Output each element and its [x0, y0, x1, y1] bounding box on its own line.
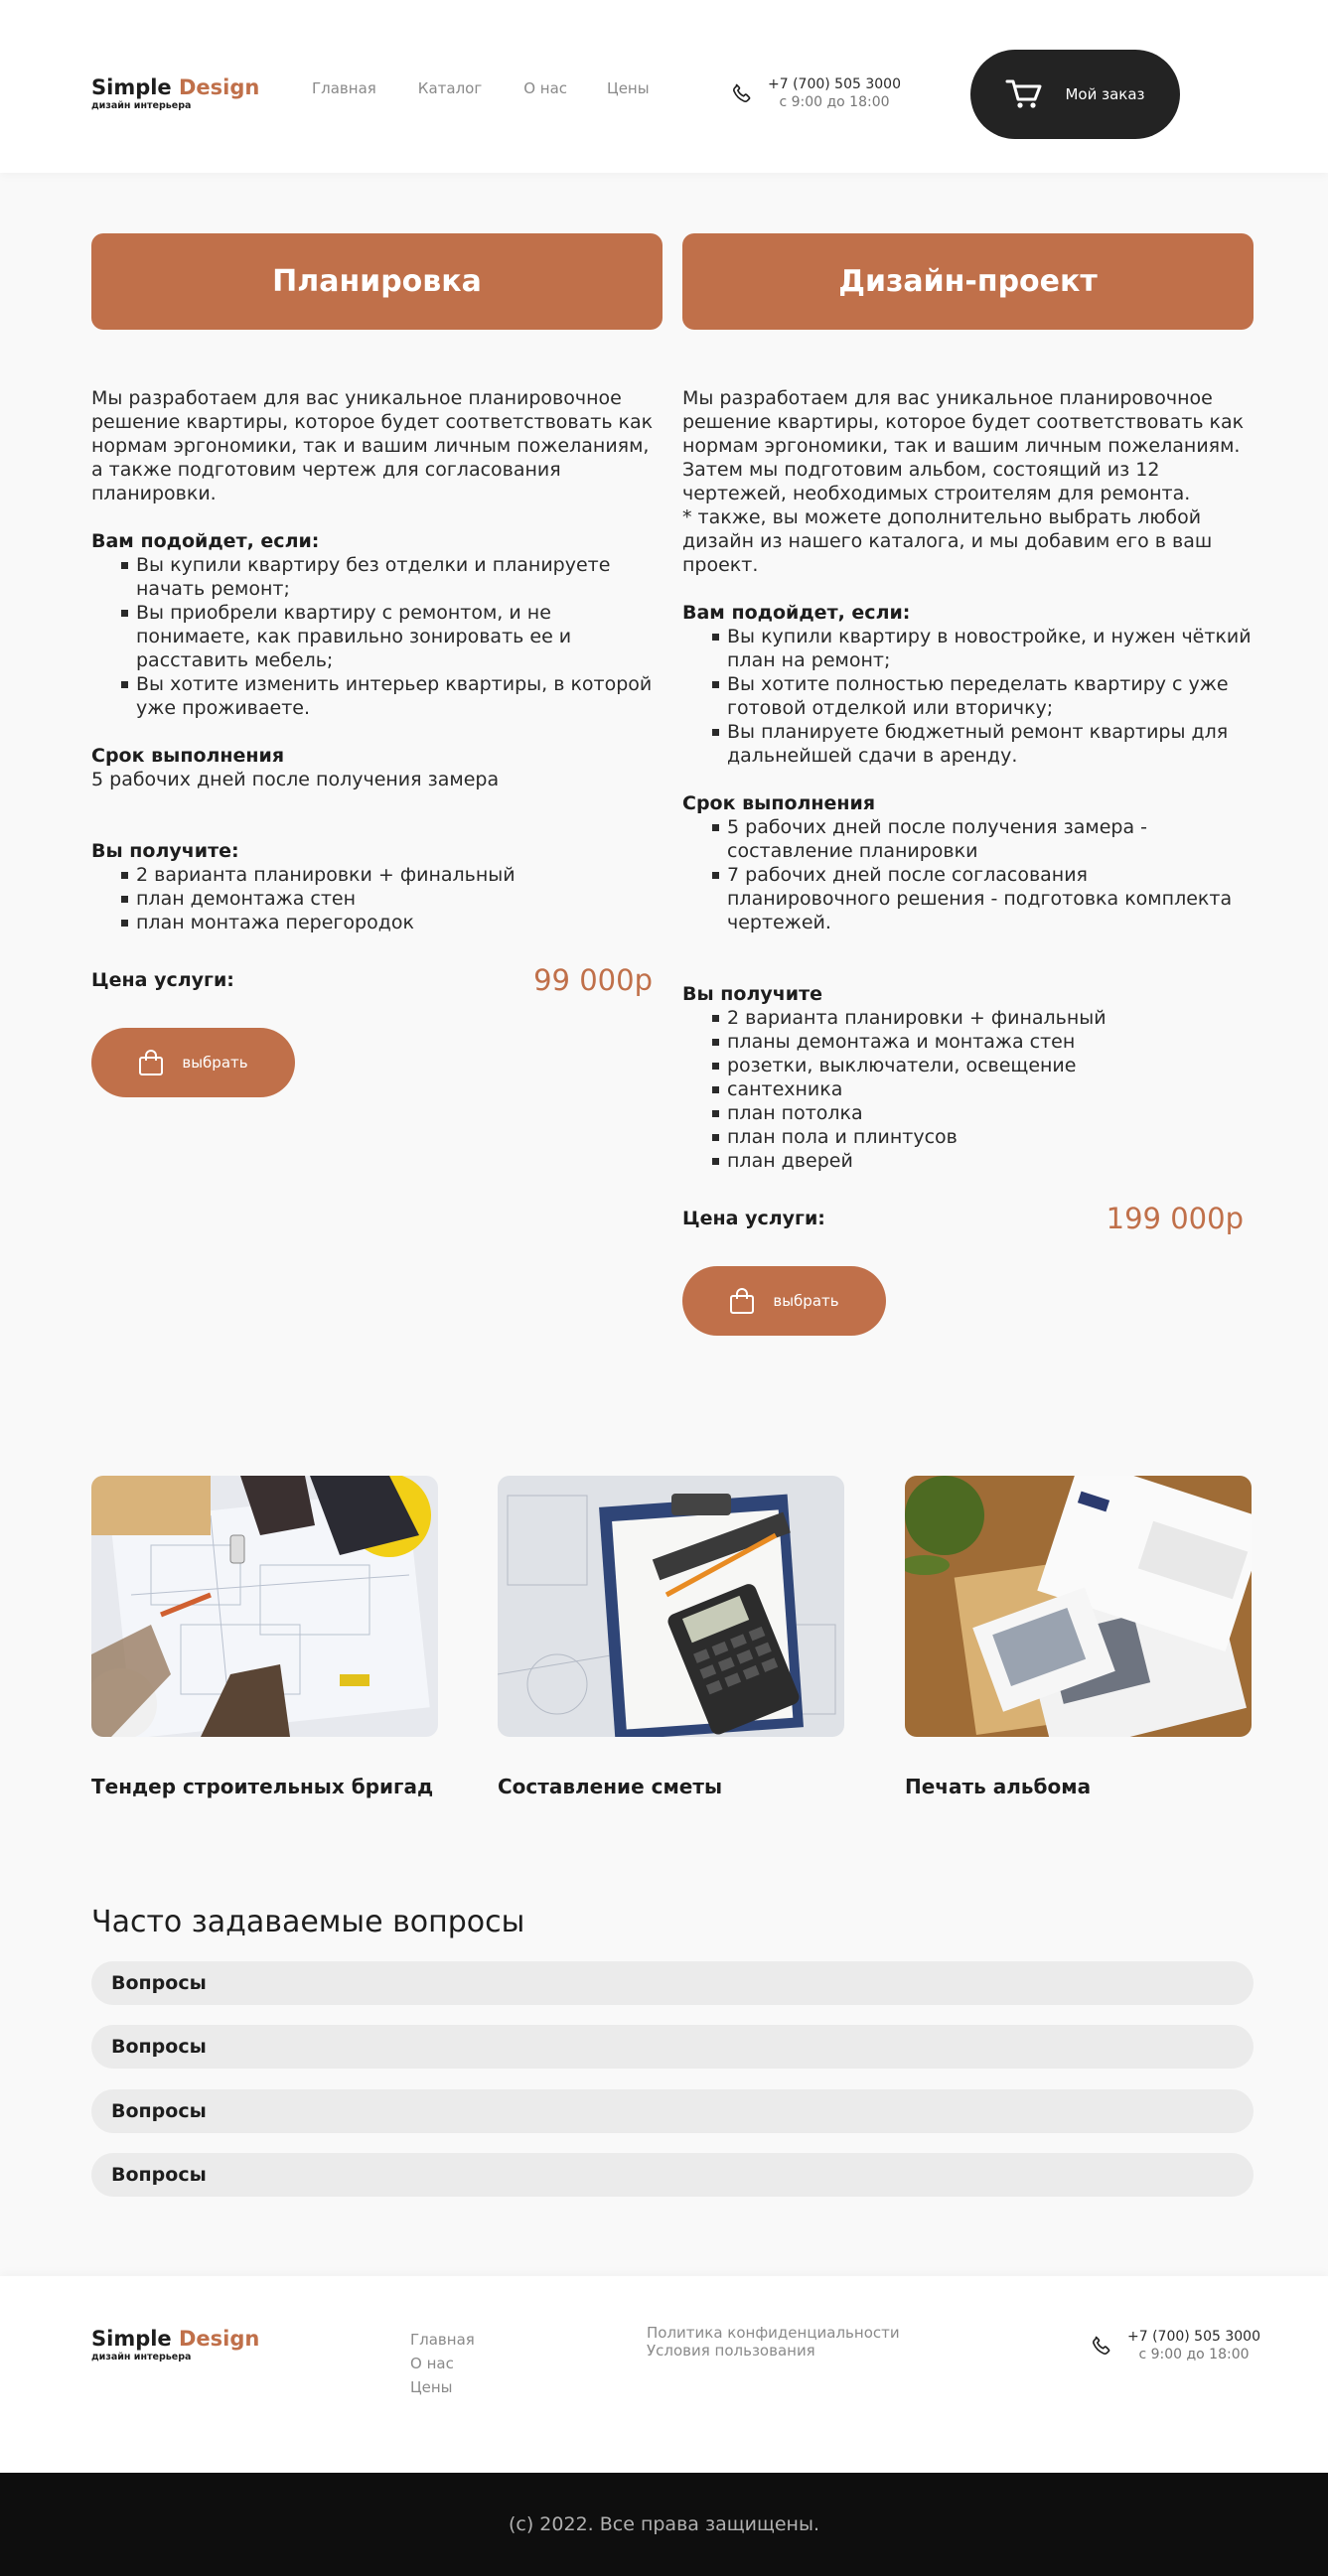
term-heading: Срок выполнения — [682, 792, 876, 814]
faq-item[interactable]: Вопросы — [91, 2025, 1254, 2069]
footer-logo[interactable] — [91, 2326, 259, 2363]
logo-name-accent: Design — [179, 75, 260, 99]
list-item: 2 варианта планировки + финальный — [712, 1006, 1254, 1030]
logo-name: Simple — [91, 2327, 172, 2351]
copyright-bar — [0, 2473, 1328, 2576]
choose-button[interactable] — [682, 1266, 886, 1336]
service-title: Дизайн-проект — [682, 233, 1254, 330]
header-contact — [730, 75, 901, 111]
choose-button[interactable] — [91, 1028, 295, 1097]
card-album[interactable] — [905, 1476, 1252, 1798]
price-label: Цена услуги: — [91, 969, 234, 991]
logo-name-accent: Design — [179, 2327, 260, 2351]
price-row — [91, 963, 663, 997]
terms-of-use-link[interactable]: Условия пользования — [647, 2342, 815, 2360]
shopping-bag-icon — [729, 1287, 755, 1315]
choose-button-label: выбрать — [182, 1054, 248, 1072]
card-tender[interactable] — [91, 1476, 438, 1798]
price-row — [682, 1202, 1254, 1235]
price-label: Цена услуги: — [682, 1208, 825, 1229]
list-item: план пола и плинтусов — [712, 1125, 1254, 1149]
copyright-text: (с) 2022. Все права защищены. — [509, 2513, 819, 2535]
list-item: Вы купили квартиру без отделки и планируете начать ремонт; — [121, 553, 663, 601]
service-intro: Затем мы подготовим альбом, состоящий из 12 чертежей, необходимых строителям для ремонта. — [682, 459, 1191, 504]
suits-heading: Вам подойдет, если: — [682, 602, 911, 624]
card-caption: Печать альбома — [905, 1775, 1092, 1798]
suits-list — [91, 553, 663, 720]
footer-contact — [1090, 2328, 1260, 2363]
cart-icon — [1005, 77, 1043, 111]
card-caption: Составление сметы — [498, 1775, 723, 1798]
site-header — [0, 0, 1328, 173]
footer-nav-home[interactable]: Главная — [410, 2331, 475, 2349]
list-item: розетки, выключатели, освещение — [712, 1054, 1254, 1077]
list-item: 5 рабочих дней после получения замера - составление планировки — [712, 815, 1254, 863]
price-value: 199 000р — [1106, 1202, 1244, 1235]
clipboard-calculator-photo — [498, 1476, 844, 1737]
phone-icon — [730, 81, 754, 105]
site-footer — [0, 2276, 1328, 2473]
footer-nav — [410, 2328, 475, 2399]
nav-item-catalog[interactable]: Каталог — [417, 79, 483, 97]
list-item: сантехника — [712, 1077, 1254, 1101]
footer-nav-about[interactable]: О нас — [410, 2355, 454, 2372]
list-item: план демонтажа стен — [121, 887, 663, 911]
list-item: Вы купили квартиру в новостройке, и нужен чёткий план на ремонт; — [712, 625, 1254, 672]
list-item: 2 варианта планировки + финальный — [121, 863, 663, 887]
list-item: Вы планируете бюджетный ремонт квартиры для дальнейшей сдачи в аренду. — [712, 720, 1254, 768]
list-item: Вы приобрели квартиру с ремонтом, и не понимаете, как правильно зонировать ее и расставить мебель; — [121, 601, 663, 672]
logo-name: Simple — [91, 75, 172, 99]
receive-heading: Вы получите: — [91, 840, 239, 862]
phone-icon — [1090, 2334, 1113, 2358]
receive-list — [91, 863, 663, 934]
receive-heading: Вы получите — [682, 983, 823, 1005]
faq-title: Часто задаваемые вопросы — [91, 1905, 525, 1939]
nav-item-about[interactable]: О нас — [523, 79, 568, 97]
list-item: Вы хотите изменить интерьер квартиры, в которой уже проживаете. — [121, 672, 663, 720]
card-estimate[interactable] — [498, 1476, 844, 1798]
list-item: план потолка — [712, 1101, 1254, 1125]
list-item: план монтажа перегородок — [121, 911, 663, 934]
nav-item-prices[interactable]: Цены — [607, 79, 650, 97]
service-intro-note: * также, вы можете дополнительно выбрать любой дизайн из нашего каталога, и мы добавим его в ваш проект. — [682, 506, 1213, 576]
faq-item[interactable]: Вопросы — [91, 2153, 1254, 2197]
list-item: 7 рабочих дней после согласования планировочного решения - подготовка комплекта чертежей. — [712, 863, 1254, 934]
faq-item[interactable]: Вопросы — [91, 1961, 1254, 2005]
list-item: план дверей — [712, 1149, 1254, 1173]
phone-number[interactable]: +7 (700) 505 3000 — [1127, 2329, 1260, 2345]
main-nav — [312, 79, 650, 97]
choose-button-label: выбрать — [773, 1292, 839, 1310]
list-item: Вы хотите полностью переделать квартиру с уже готовой отделкой или вторичку; — [712, 672, 1254, 720]
footer-legal — [647, 2324, 900, 2360]
service-intro: Мы разработаем для вас уникальное планировочное решение квартиры, которое будет соответствовать как нормам эргономики, так и вашим личным пожеланиям. — [682, 387, 1245, 457]
list-item: планы демонтажа и монтажа стен — [712, 1030, 1254, 1054]
service-planning — [91, 233, 663, 1097]
price-value: 99 000р — [533, 963, 653, 997]
term-list — [682, 815, 1254, 934]
working-hours: с 9:00 до 18:00 — [779, 94, 890, 110]
service-title: Планировка — [91, 233, 663, 330]
nav-item-home[interactable]: Главная — [312, 79, 376, 97]
my-order-button[interactable] — [970, 50, 1180, 139]
printed-album-photo — [905, 1476, 1252, 1737]
logo-tagline: дизайн интерьера — [91, 2352, 192, 2362]
working-hours: с 9:00 до 18:00 — [1138, 2347, 1250, 2362]
faq-item[interactable]: Вопросы — [91, 2089, 1254, 2133]
logo-tagline: дизайн интерьера — [91, 100, 192, 111]
shopping-bag-icon — [138, 1049, 164, 1076]
card-caption: Тендер строительных бригад — [91, 1775, 434, 1798]
service-design-project — [682, 233, 1254, 1336]
receive-list — [682, 1006, 1254, 1173]
suits-heading: Вам подойдет, если: — [91, 530, 320, 552]
logo[interactable] — [91, 74, 259, 112]
suits-list — [682, 625, 1254, 768]
privacy-policy-link[interactable]: Политика конфиденциальности — [647, 2324, 900, 2342]
phone-number[interactable]: +7 (700) 505 3000 — [768, 76, 901, 92]
service-intro: Мы разработаем для вас уникальное планировочное решение квартиры, которое будет соответствовать как нормам эргономики, так и вашим личным пожеланиям, а также подготовим чертеж для согласования планировки. — [91, 387, 654, 504]
workers-over-blueprints-photo — [91, 1476, 438, 1737]
my-order-label: Мой заказ — [1065, 85, 1145, 103]
term-text: 5 рабочих дней после получения замера — [91, 769, 500, 790]
term-heading: Срок выполнения — [91, 745, 285, 767]
footer-nav-prices[interactable]: Цены — [410, 2378, 453, 2396]
